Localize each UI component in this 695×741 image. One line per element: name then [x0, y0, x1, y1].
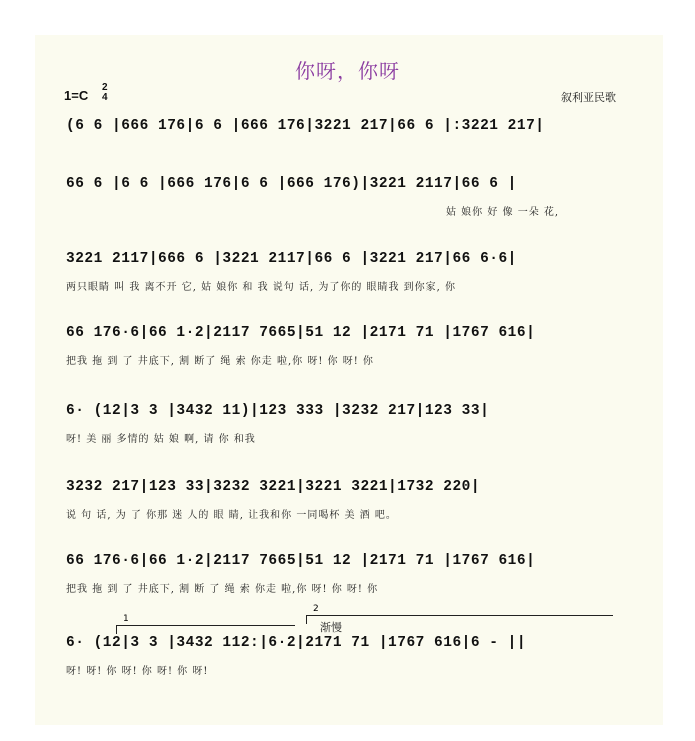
notation-row: 66 176·6|66 1·2|2117 7665|51 12 |2171 71 |1767 616|: [66, 325, 536, 341]
composer-credit: 叙利亚民歌: [561, 91, 616, 104]
lyric-row: 呀! 呀! 你 呀! 你 呀! 你 呀!: [66, 666, 209, 677]
lyric-row: 两只眼睛 叫 我 离不开 它, 姑 娘你 和 我 说句 话, 为了你的 眼睛我 到你家, 你: [66, 282, 457, 293]
tempo-mark: 渐慢: [320, 621, 342, 634]
time-bottom: 4: [102, 92, 108, 103]
first-ending-bracket: [116, 614, 295, 634]
notation-row: 6· (12|3 3 |3432 11)|123 333 |3232 217|123 33|: [66, 403, 490, 419]
second-ending-number: 2: [313, 604, 319, 614]
song-title: 你呀，你呀: [295, 59, 400, 83]
notation-row: 3221 2117|666 6 |3221 2117|66 6 |3221 217|66 6·6|: [66, 251, 517, 267]
lyric-row: 说 句 话, 为 了 你那 迷 人的 眼 睛, 让我和你 一同喝杯 美 酒 吧。: [66, 510, 397, 521]
notation-row: 6· (12|3 3 |3432 112:|6·2|2171 71 |1767 616|6 - ||: [66, 635, 527, 651]
lyric-row: 把我 拖 到 了 井底下, 割 断 了 绳 索 你走 啦,你 呀! 你 呀! 你: [66, 584, 379, 595]
first-ending-number: 1: [123, 614, 129, 624]
time-signature: [102, 83, 108, 103]
notation-row: (6 6 |666 176|6 6 |666 176|3221 217|66 6 |:3221 217|: [66, 118, 545, 134]
lyric-row: 呀! 美 丽 多情的 姑 娘 啊, 请 你 和我: [66, 434, 256, 445]
key-signature: [64, 82, 108, 103]
second-ending-bracket: [306, 604, 613, 624]
notation-row: 3232 217|123 33|3232 3221|3221 3221|1732 220|: [66, 479, 481, 495]
time-top: 2: [102, 82, 108, 93]
lyric-row: 姑 娘你 好 像 一朵 花,: [446, 207, 560, 218]
notation-row: 66 176·6|66 1·2|2117 7665|51 12 |2171 71 |1767 616|: [66, 553, 536, 569]
key-label: 1=C: [64, 88, 89, 103]
notation-row: 66 6 |6 6 |666 176|6 6 |666 176)|3221 2117|66 6 |: [66, 176, 517, 192]
lyric-row: 把我 拖 到 了 井底下, 割 断了 绳 索 你走 啦,你 呀! 你 呀! 你: [66, 356, 374, 367]
